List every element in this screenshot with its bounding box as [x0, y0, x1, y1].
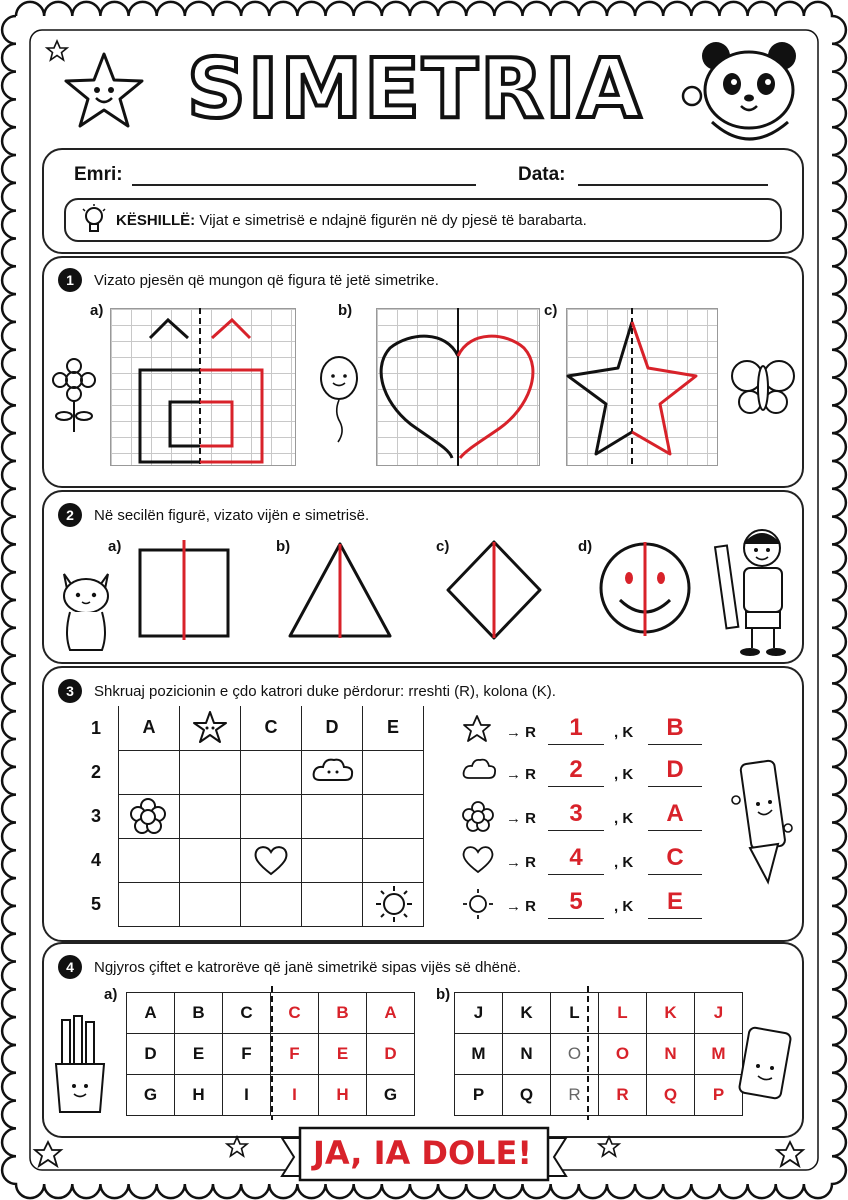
flower-icon: [462, 800, 496, 832]
column-answer: C: [666, 844, 684, 871]
small-star-icon: [598, 1136, 620, 1158]
exercise-2d-label: d): [578, 538, 593, 555]
column-answer-line[interactable]: [648, 786, 702, 787]
cat-icon: [56, 568, 116, 654]
symmetry-line-b: [586, 986, 590, 1120]
arrow-label: → R: [506, 724, 536, 741]
heart-icon: [254, 844, 288, 876]
small-star-icon: [46, 40, 68, 62]
exercise-1c-label: c): [544, 302, 558, 319]
letter-cell[interactable]: N: [503, 1034, 551, 1075]
row-label-4: 4: [90, 850, 101, 870]
letter-cell[interactable]: O: [599, 1034, 647, 1075]
letter-cell[interactable]: J: [455, 993, 503, 1034]
letter-cell[interactable]: M: [455, 1034, 503, 1075]
letter-cell[interactable]: N: [647, 1034, 695, 1075]
square-symmetry-shape[interactable]: [138, 540, 230, 640]
sun-icon: [462, 888, 496, 920]
letter-cell[interactable]: H: [319, 1075, 367, 1116]
row-answer-line[interactable]: [548, 830, 604, 831]
arrow-label: → R: [506, 854, 536, 871]
triangle-symmetry-shape[interactable]: [286, 540, 394, 640]
exercise-2c-label: c): [436, 538, 450, 555]
small-star-icon: [776, 1140, 804, 1168]
row-answer-line[interactable]: [548, 918, 604, 919]
column-answer-line[interactable]: [648, 874, 702, 875]
tip-label: KËSHILLË:: [116, 212, 196, 229]
flower-icon: [130, 798, 166, 834]
column-prefix: , K: [614, 854, 634, 871]
section-1-instruction: Vizato pjesën që mungon që figura të jetë simetrike.: [94, 272, 439, 289]
row-answer: 2: [569, 756, 583, 783]
column-header-c: C: [241, 706, 302, 750]
pencil-character-icon: [730, 756, 794, 886]
section-3-instruction: Shkruaj pozicionin e çdo katrori duke përdorur: rreshti (R), kolona (K).: [94, 683, 556, 700]
arrow-label: → R: [506, 810, 536, 827]
lightbulb-icon: [80, 203, 108, 237]
letter-cell[interactable]: I: [223, 1075, 271, 1116]
letter-cell[interactable]: A: [127, 993, 175, 1034]
cloud-icon: [462, 756, 496, 788]
letter-cell[interactable]: A: [367, 993, 415, 1034]
date-label: Data:: [518, 164, 566, 185]
tip-content: Vijat e simetrisë e ndajnë figurën në dy pjesë të barabarta.: [199, 212, 587, 229]
date-field[interactable]: [578, 184, 768, 186]
letter-cell[interactable]: E: [319, 1034, 367, 1075]
flower-icon: [50, 358, 98, 436]
letter-cell[interactable]: R: [551, 1075, 599, 1116]
name-label: Emri:: [74, 164, 123, 185]
symmetry-line-a: [270, 986, 274, 1120]
exercise-2b-label: b): [276, 538, 291, 555]
letter-cell[interactable]: G: [367, 1075, 415, 1116]
star-shape-drawing: [566, 308, 718, 466]
row-label-5: 5: [90, 894, 101, 914]
row-label-3: 3: [90, 806, 101, 826]
column-answer: D: [666, 756, 684, 783]
smiling-star-icon: [64, 50, 144, 128]
column-answer: A: [666, 800, 684, 827]
balloon-icon: [318, 356, 360, 444]
row-answer: 1: [569, 714, 583, 741]
cloud-icon: [312, 756, 354, 784]
column-answer-line[interactable]: [648, 744, 702, 745]
row-answer-line[interactable]: [548, 744, 604, 745]
column-prefix: , K: [614, 766, 634, 783]
section-4-number: 4: [58, 955, 82, 979]
row-answer: 5: [569, 888, 583, 915]
panda-icon: [676, 38, 806, 150]
row-label-1: 1: [90, 718, 101, 738]
letter-cell[interactable]: B: [319, 993, 367, 1034]
letter-cell[interactable]: M: [695, 1034, 743, 1075]
page-title: SIMETRIA: [186, 42, 644, 137]
column-answer: B: [666, 714, 684, 741]
column-header-a: A: [119, 706, 180, 750]
exercise-2a-label: a): [108, 538, 122, 555]
letter-cell[interactable]: G: [127, 1075, 175, 1116]
letter-cell[interactable]: J: [695, 993, 743, 1034]
small-star-icon: [34, 1140, 62, 1168]
row-label-2: 2: [90, 762, 101, 782]
banner-text: JA, IA DOLE!: [313, 1134, 532, 1172]
exercise-1a-label: a): [90, 302, 104, 319]
letter-cell[interactable]: I: [271, 1075, 319, 1116]
letter-cell[interactable]: P: [695, 1075, 743, 1116]
column-answer: E: [666, 888, 683, 915]
letter-cell[interactable]: L: [599, 993, 647, 1034]
letter-cell[interactable]: B: [175, 993, 223, 1034]
column-prefix: , K: [614, 810, 634, 827]
column-header-d: D: [302, 706, 363, 750]
column-answer-line[interactable]: [648, 830, 702, 831]
name-field[interactable]: [132, 184, 476, 186]
heart-icon: [462, 844, 496, 876]
exercise-4b-label: b): [436, 986, 451, 1003]
star-icon: [462, 714, 496, 746]
column-prefix: , K: [614, 898, 634, 915]
column-prefix: , K: [614, 724, 634, 741]
arrow-label: → R: [506, 766, 536, 783]
row-answer-line[interactable]: [548, 786, 604, 787]
star-icon: [192, 710, 228, 744]
exercise-4a-label: a): [104, 986, 118, 1003]
letter-cell[interactable]: K: [503, 993, 551, 1034]
row-answer-line[interactable]: [548, 874, 604, 875]
column-header-e: E: [363, 706, 424, 750]
letter-cell[interactable]: C: [223, 993, 271, 1034]
heart-shape-drawing: [376, 308, 540, 466]
letter-cell[interactable]: E: [175, 1034, 223, 1075]
house-shape-drawing: [110, 308, 296, 466]
row-answer: 3: [569, 800, 583, 827]
letter-cell[interactable]: L: [551, 993, 599, 1034]
arrow-label: → R: [506, 898, 536, 915]
letter-cell[interactable]: K: [647, 993, 695, 1034]
small-star-icon: [226, 1136, 248, 1158]
tip-text: [116, 212, 587, 229]
pencil-cup-icon: [52, 1014, 108, 1114]
exercise-1b-label: b): [338, 302, 353, 319]
letter-cell[interactable]: Q: [503, 1075, 551, 1116]
section-3-number: 3: [58, 679, 82, 703]
sun-icon: [374, 884, 414, 924]
letter-table-b: [454, 992, 743, 1116]
row-answer: 4: [569, 844, 583, 871]
letter-cell[interactable]: D: [127, 1034, 175, 1075]
column-answer-line[interactable]: [648, 918, 702, 919]
smiley-symmetry-shape[interactable]: [598, 538, 692, 638]
letter-cell[interactable]: D: [367, 1034, 415, 1075]
section-2-instruction: Në secilën figurë, vizato vijën e simetrisë.: [94, 507, 370, 524]
letter-cell[interactable]: F: [271, 1034, 319, 1075]
letter-cell[interactable]: P: [455, 1075, 503, 1116]
letter-cell[interactable]: H: [175, 1075, 223, 1116]
letter-cell[interactable]: R: [599, 1075, 647, 1116]
eraser-character-icon: [734, 1024, 794, 1104]
letter-cell[interactable]: C: [271, 993, 319, 1034]
letter-cell[interactable]: O: [551, 1034, 599, 1075]
butterfly-icon: [730, 358, 796, 416]
section-1-number: 1: [58, 268, 82, 292]
rhombus-symmetry-shape[interactable]: [446, 540, 542, 640]
letter-cell[interactable]: F: [223, 1034, 271, 1075]
letter-cell[interactable]: Q: [647, 1075, 695, 1116]
boy-holding-pencil-icon: [716, 522, 798, 658]
section-4-instruction: Ngjyros çiftet e katrorëve që janë simetrikë sipas vijës së dhënë.: [94, 959, 521, 976]
section-2-number: 2: [58, 503, 82, 527]
